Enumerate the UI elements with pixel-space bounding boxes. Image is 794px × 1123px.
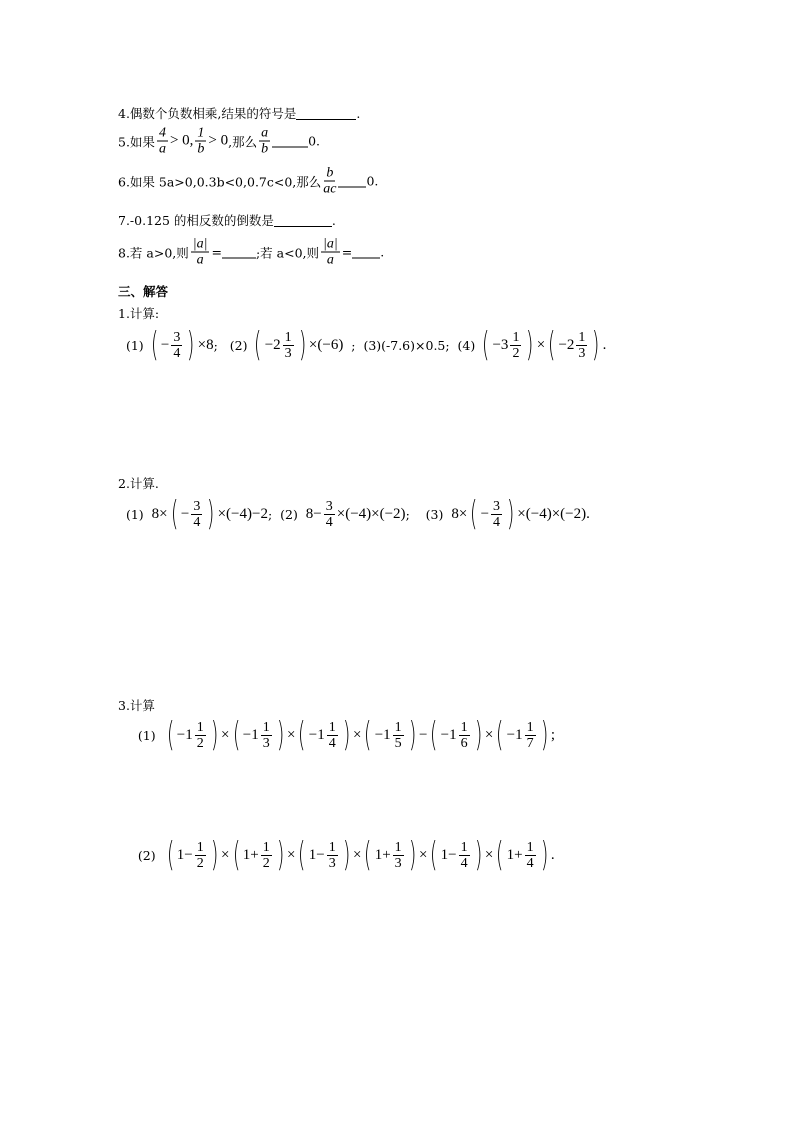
question-5 — [118, 126, 320, 157]
math-text: −1 — [242, 726, 259, 743]
left-paren: ( — [150, 325, 158, 365]
math-text: − — [160, 336, 170, 353]
math-text: 1+ — [374, 846, 391, 863]
parenthesized-group — [295, 835, 353, 875]
left-paren: ( — [496, 715, 504, 755]
parenthesized-group — [479, 325, 537, 365]
text: ,那么 — [228, 134, 258, 149]
denominator: 2 — [262, 855, 270, 871]
text: (2) — [118, 847, 164, 863]
fraction — [191, 237, 210, 268]
text: 4.偶数个负数相乘,结果的符号是 — [118, 106, 297, 121]
fraction — [491, 499, 502, 530]
right-paren: ) — [540, 715, 548, 755]
text: ; (3) — [405, 506, 452, 522]
denominator: 7 — [526, 735, 534, 751]
math-text: −2 — [558, 336, 575, 353]
parenthesized-group — [295, 715, 353, 755]
text: ; (2) — [267, 506, 306, 522]
left-paren: ( — [232, 715, 240, 755]
question-8 — [118, 237, 384, 268]
problem-2-expressions — [118, 494, 590, 534]
text: . — [356, 105, 361, 121]
parenthesized-group — [148, 325, 198, 365]
numerator: 3 — [193, 498, 201, 514]
left-paren: ( — [430, 715, 438, 755]
answer-blank — [222, 246, 256, 259]
right-paren: ) — [474, 715, 482, 755]
math-text: ×(−4)×(−2). — [517, 505, 590, 522]
answer-blank — [272, 135, 308, 148]
fraction — [323, 166, 336, 197]
numerator: 1 — [460, 839, 468, 855]
math-text: −1 — [176, 726, 193, 743]
math-text: . — [550, 846, 555, 863]
problem-1-title: 1.计算: — [118, 306, 160, 321]
parenthesized-group — [361, 835, 419, 875]
text: 7.-0.125 的相反数的倒数是 — [118, 213, 274, 228]
math-text: 1− — [308, 846, 325, 863]
right-paren: ) — [592, 325, 600, 365]
question-4 — [118, 104, 360, 122]
text: 0. — [308, 133, 321, 149]
fraction — [259, 126, 270, 157]
left-paren: ( — [430, 835, 438, 875]
text: = — [211, 244, 222, 260]
fraction — [261, 720, 272, 751]
denominator: 5 — [394, 735, 402, 751]
denominator: a — [158, 141, 166, 157]
fraction — [261, 840, 272, 871]
math-text: −1 — [440, 726, 457, 743]
numerator: 3 — [173, 329, 181, 345]
fraction — [195, 720, 206, 751]
fraction — [525, 840, 536, 871]
math-text: − — [180, 505, 190, 522]
left-paren: ( — [470, 494, 478, 534]
math-text: × — [221, 726, 230, 743]
question-7 — [118, 211, 336, 229]
parenthesized-group — [230, 835, 288, 875]
text: 5.如果 — [118, 134, 155, 149]
section-title: 三、解答 — [118, 284, 169, 299]
numerator: b — [326, 165, 334, 181]
denominator: 3 — [284, 345, 292, 361]
parenthesized-group — [230, 715, 288, 755]
fraction — [525, 720, 536, 751]
left-paren: ( — [170, 494, 178, 534]
parenthesized-group — [467, 494, 517, 534]
problem-3-part-1 — [118, 715, 556, 755]
right-paren: ) — [342, 715, 350, 755]
question-6 — [118, 166, 378, 197]
text: ; (2) — [213, 337, 252, 353]
parenthesized-group — [427, 715, 485, 755]
fraction — [459, 840, 470, 871]
math-text: −1 — [374, 726, 391, 743]
denominator: a — [326, 252, 334, 268]
math-text: 1+ — [242, 846, 259, 863]
numerator: 1 — [328, 839, 336, 855]
right-paren: ) — [210, 715, 219, 755]
fraction — [171, 330, 182, 361]
parenthesized-group — [251, 325, 309, 365]
parenthesized-group — [164, 715, 222, 755]
right-paren: ) — [474, 835, 482, 875]
right-paren: ) — [298, 325, 306, 365]
numerator: 4 — [158, 125, 166, 141]
right-paren: ) — [276, 835, 285, 875]
math-text: −3 — [492, 336, 509, 353]
text: (1) — [118, 506, 152, 522]
numerator: 1 — [394, 839, 402, 855]
denominator: 2 — [512, 345, 520, 361]
left-paren: ( — [254, 325, 262, 365]
right-paren: ) — [276, 715, 285, 755]
denominator: 2 — [196, 855, 204, 871]
parenthesized-group — [493, 835, 551, 875]
math-text: . — [602, 336, 607, 353]
math-text: × — [352, 726, 362, 743]
numerator: 1 — [512, 329, 520, 345]
answer-blank — [296, 107, 356, 120]
parenthesized-group — [545, 325, 603, 365]
denominator: 4 — [325, 514, 333, 530]
fraction — [195, 840, 206, 871]
text: 8.若 a>0,则 — [118, 245, 189, 260]
math-text: × — [536, 336, 546, 353]
denominator: 3 — [578, 345, 586, 361]
numerator: 1 — [197, 125, 205, 141]
fraction — [327, 720, 338, 751]
math-text: > 0, — [169, 132, 194, 149]
math-text: −1 — [308, 726, 325, 743]
numerator: 1 — [262, 719, 270, 735]
denominator: 4 — [493, 514, 501, 530]
answer-blank — [352, 246, 380, 259]
left-paren: ( — [166, 715, 174, 755]
denominator: b — [197, 141, 205, 157]
text: (1) — [118, 337, 148, 353]
fraction — [324, 499, 335, 530]
math-text: × — [352, 846, 362, 863]
fraction — [510, 330, 521, 361]
math-text: × — [287, 726, 296, 743]
right-paren: ) — [408, 835, 416, 875]
math-text: ×(−6) — [308, 336, 344, 353]
math-text: × — [221, 846, 230, 863]
parenthesized-group — [361, 715, 419, 755]
left-paren: ( — [166, 835, 174, 875]
right-paren: ) — [408, 715, 416, 755]
left-paren: ( — [364, 715, 372, 755]
right-paren: ) — [210, 835, 219, 875]
fraction — [283, 330, 294, 361]
denominator: 4 — [526, 855, 534, 871]
denominator: 4 — [173, 345, 181, 361]
math-text: −1 — [506, 726, 523, 743]
fraction — [393, 840, 404, 871]
parenthesized-group — [168, 494, 218, 534]
math-text: 1− — [176, 846, 193, 863]
math-text: ×(−4)−2 — [217, 505, 268, 522]
math-text: 8× — [151, 505, 168, 522]
denominator: 4 — [460, 855, 468, 871]
math-text: 1+ — [506, 846, 523, 863]
answer-blank — [338, 175, 366, 188]
left-paren: ( — [364, 835, 372, 875]
denominator: 6 — [460, 735, 468, 751]
right-paren: ) — [207, 494, 215, 534]
numerator: 1 — [526, 839, 534, 855]
left-paren: ( — [298, 835, 306, 875]
right-paren: ) — [187, 325, 195, 365]
left-paren: ( — [548, 325, 556, 365]
denominator: b — [261, 141, 269, 157]
math-text: 8× — [451, 505, 468, 522]
denominator: a — [196, 252, 204, 268]
left-paren: ( — [298, 715, 306, 755]
fraction — [321, 237, 340, 268]
left-paren: ( — [496, 835, 504, 875]
text: 0. — [366, 173, 379, 189]
math-text: ×8 — [197, 336, 214, 353]
denominator: 3 — [262, 735, 270, 751]
math-text: × — [287, 846, 296, 863]
text: ; (3)(-7.6)×0.5; (4) — [343, 337, 480, 353]
text: ;若 a<0,则 — [255, 245, 319, 260]
numerator: 1 — [196, 839, 204, 855]
numerator: 1 — [328, 719, 336, 735]
text: (1) — [118, 727, 164, 743]
numerator: 1 — [262, 839, 270, 855]
math-text: × — [418, 846, 428, 863]
numerator: 3 — [493, 498, 501, 514]
denominator: 3 — [328, 855, 336, 871]
denominator: ac — [323, 181, 337, 197]
right-paren: ) — [526, 325, 534, 365]
fraction — [327, 840, 338, 871]
problem-2-title: 2.计算. — [118, 476, 159, 491]
numerator: 1 — [460, 719, 468, 735]
math-text: − — [480, 505, 490, 522]
numerator: 1 — [284, 329, 292, 345]
denominator: 2 — [196, 735, 204, 751]
problem-3-part-2 — [118, 835, 555, 875]
text: . — [380, 244, 385, 260]
math-text: × — [484, 726, 494, 743]
parenthesized-group — [427, 835, 485, 875]
numerator: 1 — [196, 719, 204, 735]
fraction — [191, 499, 202, 530]
problem-1-expressions — [118, 325, 607, 365]
denominator: 4 — [328, 735, 336, 751]
numerator: |a| — [323, 236, 338, 252]
math-text: ; — [550, 726, 556, 743]
parenthesized-group — [164, 835, 222, 875]
math-text: 8− — [305, 505, 322, 522]
numerator: 1 — [394, 719, 402, 735]
math-text: − — [418, 726, 428, 743]
right-paren: ) — [540, 835, 548, 875]
fraction — [393, 720, 404, 751]
right-paren: ) — [507, 494, 515, 534]
numerator: 1 — [526, 719, 534, 735]
fraction — [195, 126, 206, 157]
denominator: 4 — [193, 514, 201, 530]
parenthesized-group — [493, 715, 551, 755]
denominator: 3 — [394, 855, 402, 871]
fraction — [576, 330, 587, 361]
problem-3-title: 3.计算 — [118, 698, 155, 713]
text: . — [331, 212, 336, 228]
numerator: |a| — [192, 236, 208, 252]
numerator: 3 — [325, 498, 333, 514]
left-paren: ( — [232, 835, 240, 875]
numerator: a — [261, 125, 269, 141]
numerator: 1 — [578, 329, 586, 345]
math-text: 1− — [440, 846, 457, 863]
fraction — [157, 126, 168, 157]
answer-blank — [274, 214, 332, 227]
math-text: ×(−4)×(−2) — [336, 505, 406, 522]
math-text: × — [484, 846, 494, 863]
text: = — [341, 244, 353, 260]
left-paren: ( — [482, 325, 490, 365]
math-text: > 0 — [208, 132, 229, 149]
math-text: −2 — [264, 336, 281, 353]
fraction — [459, 720, 470, 751]
right-paren: ) — [342, 835, 350, 875]
text: 6.如果 5a>0,0.3b<0,0.7c<0,那么 — [118, 174, 322, 189]
